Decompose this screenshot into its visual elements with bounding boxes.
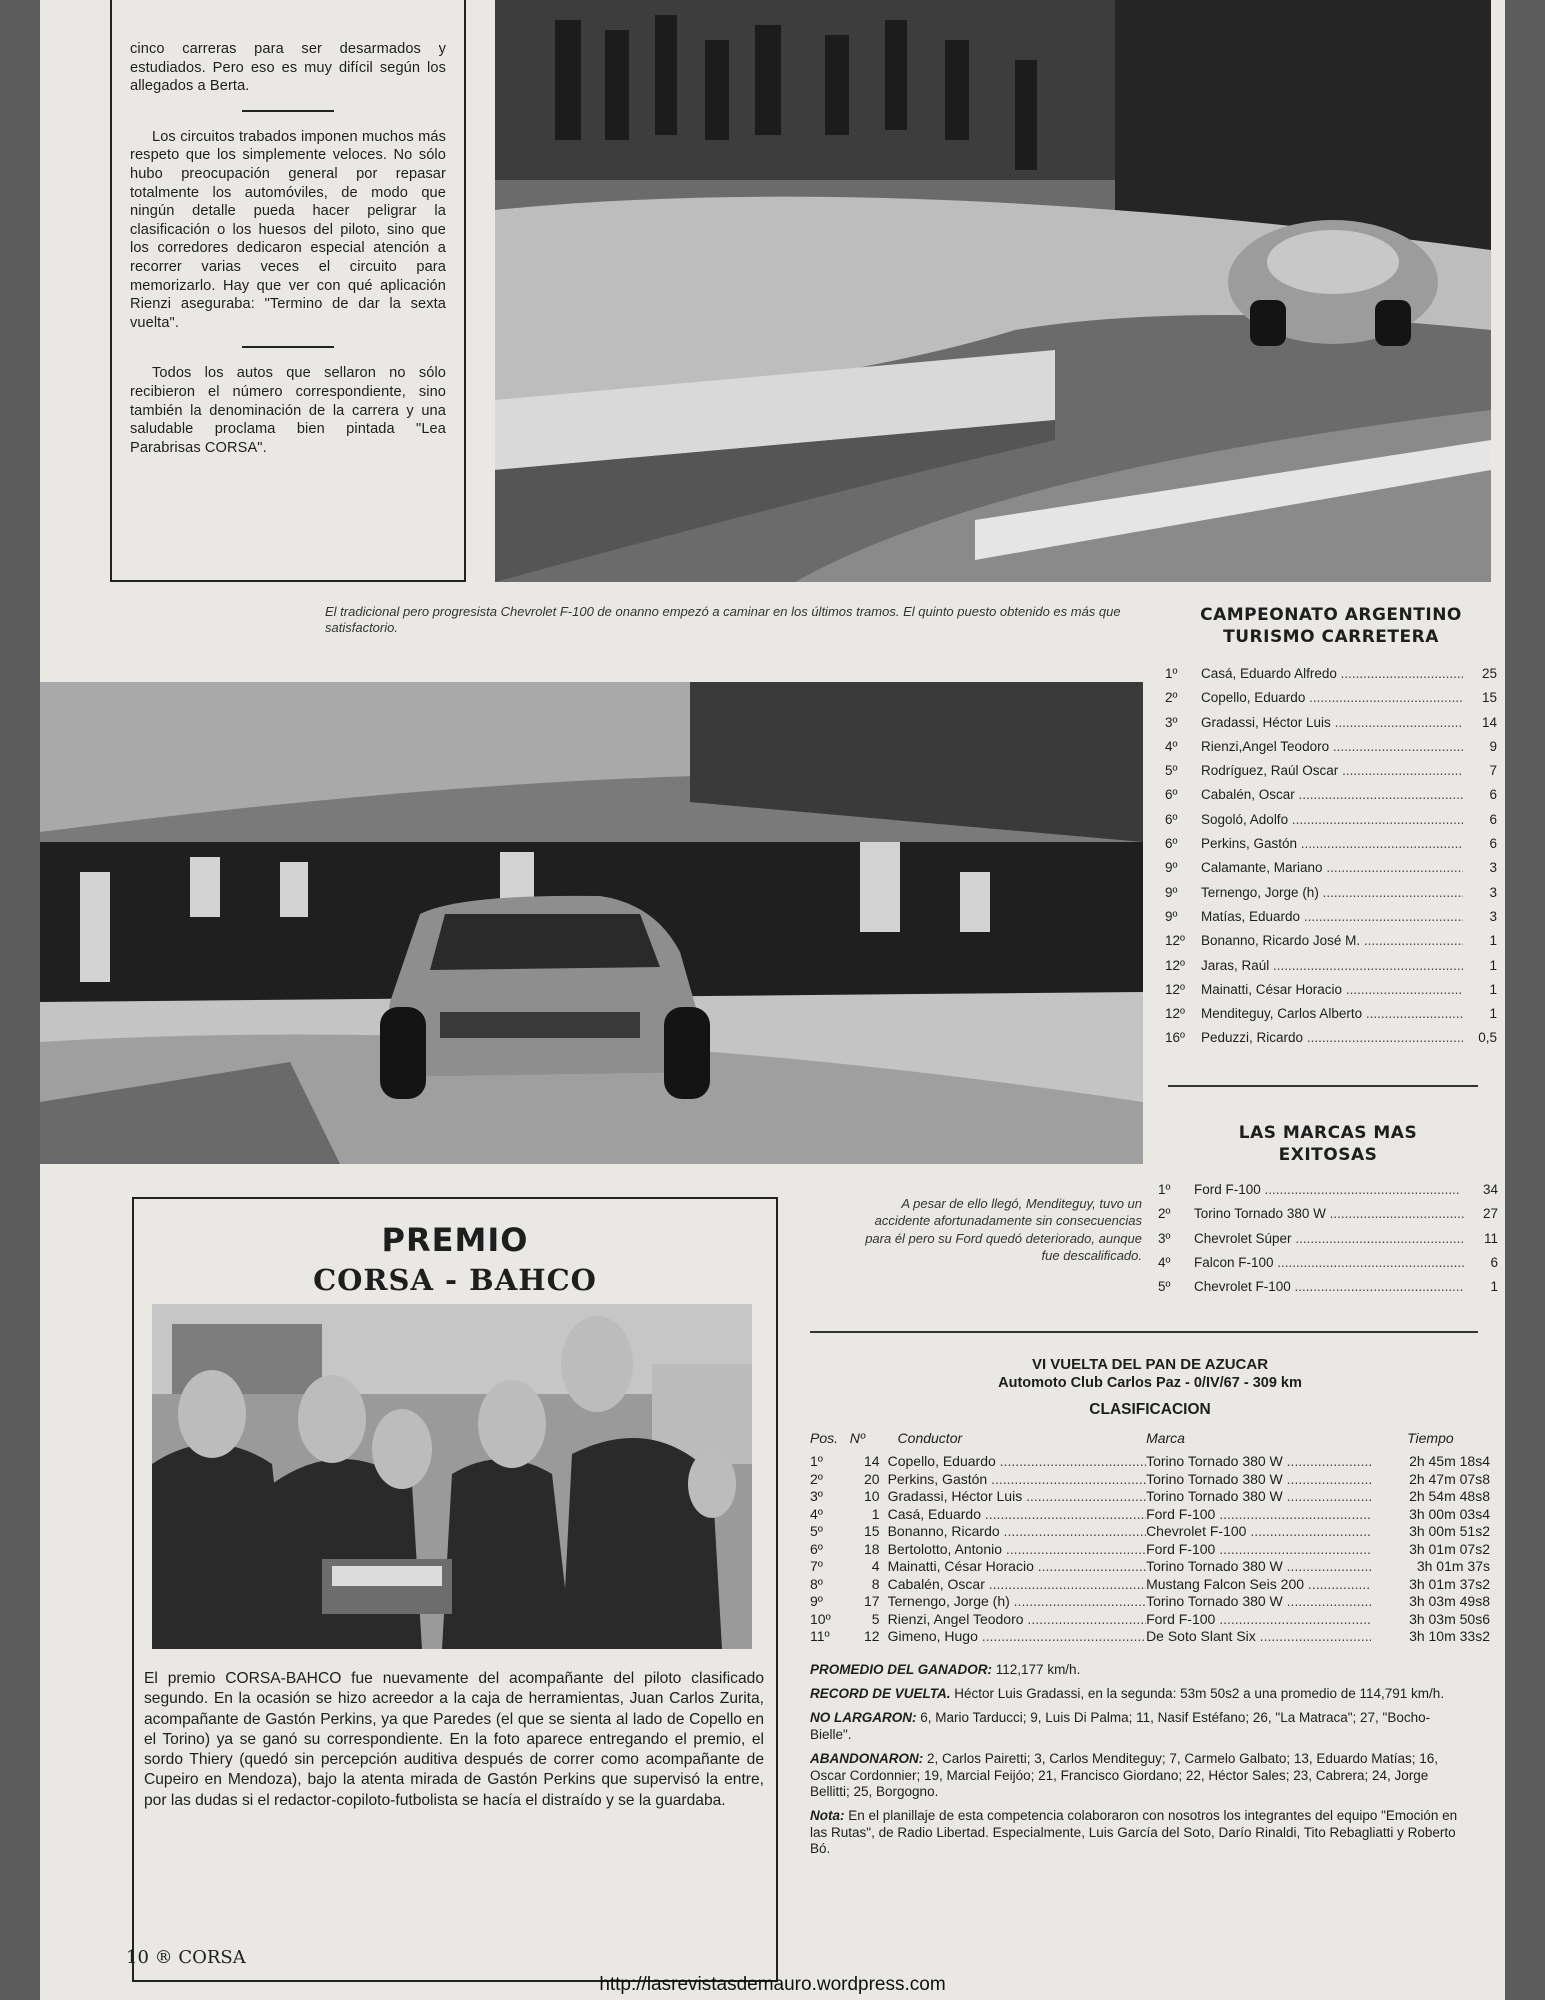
intro-text-box: [110, 0, 466, 582]
race-cell-num: 14: [864, 1453, 880, 1469]
campeonato-row: [1165, 929, 1497, 953]
divider: [810, 1331, 1478, 1333]
campeonato-pos: 9º: [1165, 884, 1178, 900]
campeonato-row: [1165, 759, 1497, 783]
campeonato-name: Jaras, Raúl .....: [1201, 954, 1463, 978]
caption-top-photo: El tradicional pero progresista Chevrolet F-100 de onanno empezó a caminar en los últimos tramos. El quinto puesto obtenido es más que satisfactorio.: [325, 604, 1121, 635]
race-cell-driver: Gradassi, Héctor Luis .....: [888, 1488, 1146, 1506]
caption-mid-photo: A pesar de ello llegó, Menditeguy, tuvo un accidente afortunadamente sin consecuencias para él pero su Ford quedó deteriorado, aunque fue descalificado.: [865, 1196, 1142, 1263]
race-note: [810, 1751, 1460, 1800]
campeonato-pts: 3: [1489, 908, 1497, 924]
source-url: http://lasrevistasdemauro.wordpress.com: [599, 1974, 946, 1995]
header-time: Tiempo: [1407, 1430, 1454, 1446]
campeonato-title-line1: CAMPEONATO ARGENTINO: [1200, 605, 1462, 625]
marcas-name: Chevrolet F-100 .....: [1194, 1275, 1464, 1299]
intro-paragraph-1: cinco carreras para ser desarmados y estudiados. Pero eso es muy difícil según los allegados a Berta.: [130, 41, 446, 95]
photo-chevrolet-mountain-road: [495, 0, 1491, 582]
race-cell-num: 10: [864, 1488, 880, 1504]
race-cell-time: 3h 00m 03s4: [1409, 1505, 1491, 1522]
header-num: Nº: [849, 1430, 865, 1446]
race-cell-time: 3h 03m 49s8: [1409, 1593, 1491, 1609]
marcas-pts: 27: [1482, 1206, 1498, 1222]
race-cell-pos: 2º: [810, 1470, 823, 1487]
campeonato-row: [1165, 808, 1497, 832]
race-cell-pos: 5º: [810, 1523, 823, 1539]
page-number: 10 ® CORSA: [126, 1947, 246, 1968]
campeonato-pts: 3: [1489, 860, 1497, 876]
race-cell-time: 2h 54m 48s8: [1409, 1488, 1491, 1504]
marcas-rows: [1158, 1178, 1498, 1299]
campeonato-pts: 0,5: [1478, 1030, 1497, 1046]
premio-subtitle: CORSA - BAHCO: [313, 1263, 597, 1297]
race-cell-driver: Gimeno, Hugo .....: [888, 1628, 1146, 1646]
campeonato-row: [1165, 783, 1497, 807]
race-cell-time: 3h 10m 33s2: [1409, 1628, 1491, 1644]
campeonato-pos: 4º: [1165, 738, 1178, 754]
race-cell-num: 5: [871, 1610, 880, 1627]
premio-box: [132, 1197, 778, 1982]
race-cell-driver: Rienzi, Angel Teodoro .....: [888, 1611, 1146, 1629]
campeonato-pos: 3º: [1165, 714, 1178, 730]
race-note-text: 6, Mario Tarducci; 9, Luis Di Palma; 11, Nasif Estéfano; 26, "La Matraca"; 27, "Bocho-Bielle".: [810, 1710, 1431, 1742]
marcas-pos: 1º: [1158, 1182, 1171, 1197]
race-subtitle: Automoto Club Carlos Paz - 0/IV/67 - 309 km: [998, 1375, 1302, 1391]
divider: [1168, 1085, 1478, 1087]
race-cell-pos: 11º: [810, 1628, 830, 1644]
marcas-table: [1158, 1122, 1498, 1299]
divider: [242, 110, 334, 112]
campeonato-pts: 9: [1489, 738, 1497, 754]
campeonato-name: Mainatti, César Horacio .....: [1201, 978, 1463, 1002]
campeonato-row: [1165, 1026, 1497, 1050]
campeonato-name: Calamante, Mariano .....: [1201, 856, 1463, 880]
race-cell-pos: 8º: [810, 1575, 823, 1592]
campeonato-name: Copello, Eduardo .....: [1201, 686, 1463, 710]
marcas-pts: 1: [1490, 1279, 1498, 1295]
race-note-label: PROMEDIO DEL GANADOR:: [810, 1661, 993, 1677]
race-row: [810, 1488, 1490, 1506]
campeonato-pts: 3: [1489, 884, 1497, 900]
race-cell-driver: Perkins, Gastón .....: [888, 1471, 1146, 1489]
marcas-title-line1: LAS MARCAS MAS: [1238, 1123, 1418, 1143]
campeonato-rows: [1165, 662, 1497, 1051]
race-cell-time: 2h 45m 18s4: [1409, 1453, 1491, 1469]
race-cell-num: 20: [864, 1470, 880, 1487]
campeonato-name: Rienzi,Angel Teodoro .....: [1201, 735, 1463, 759]
campeonato-row: [1165, 686, 1497, 710]
marcas-name: Ford F-100 .....: [1194, 1178, 1464, 1202]
campeonato-name: Cabalén, Oscar .....: [1201, 783, 1463, 807]
race-title: VI VUELTA DEL PAN DE AZUCAR: [1031, 1356, 1269, 1373]
campeonato-pos: 5º: [1165, 763, 1178, 779]
race-cell-make: Ford F-100 .....: [1146, 1541, 1371, 1559]
race-cell-pos: 10º: [810, 1610, 831, 1627]
premio-text: El premio CORSA-BAHCO fue nuevamente del acompañante del piloto clasificado segundo. En la ocasión se hizo acreedor a la caja de herramientas, Juan Carlos Zurita, acompañante de Gastón Perkins, ya que Paredes (el que se sienta al lado de Copello en el Torino) ya se ganó su correspondiente. En la foto aparece entregando el premio, el sordo Thiery (quedó sin percepción auditiva después de correr como acompañante de Cupeiro en Mendoza), bajo la atenta mirada de Gastón Perkins que supervisó la entre, por las dudas si el redactor-copiloto-futbolista se hacía el distraído y se la guardaba.: [144, 1670, 764, 1809]
marcas-row: [1158, 1251, 1498, 1275]
campeonato-pts: 7: [1489, 763, 1497, 779]
marcas-row: [1158, 1202, 1498, 1226]
race-cell-make: Mustang Falcon Seis 200 .....: [1146, 1576, 1371, 1594]
race-cell-driver: Cabalén, Oscar .....: [888, 1576, 1146, 1594]
magazine-page: [40, 0, 1505, 2000]
campeonato-name: Gradassi, Héctor Luis .....: [1201, 711, 1463, 735]
race-note-text: Héctor Luis Gradassi, en la segunda: 53m 50s2 a una promedio de 114,791 km/h.: [950, 1685, 1445, 1701]
race-cell-make: Torino Tornado 380 W .....: [1146, 1453, 1371, 1471]
campeonato-name: Casá, Eduardo Alfredo .....: [1201, 662, 1463, 686]
race-cell-pos: 9º: [810, 1593, 823, 1609]
divider: [242, 346, 334, 348]
marcas-name: Torino Tornado 380 W .....: [1194, 1202, 1464, 1226]
race-cell-num: 8: [871, 1575, 880, 1592]
race-note-label: Nota:: [810, 1808, 845, 1824]
header-driver: Conductor: [897, 1430, 963, 1446]
campeonato-name: Matías, Eduardo .....: [1201, 905, 1463, 929]
race-cell-pos: 4º: [810, 1505, 823, 1522]
campeonato-pts: 1: [1489, 1006, 1497, 1022]
race-cell-driver: Ternengo, Jorge (h) .....: [888, 1593, 1146, 1611]
race-cell-num: 4: [871, 1558, 880, 1574]
photo-crashed-ford: [40, 682, 1143, 1164]
campeonato-name: Bonanno, Ricardo José M. .....: [1201, 929, 1463, 953]
campeonato-row: [1165, 881, 1497, 905]
race-note-text: En el planillaje de esta competencia colaboraron con nosotros los integrantes del equipo "Emoción en las Rutas", de Radio Libertad. Especialmente, Luis García del Soto, Darío Rinaldi, Tito Rebagliatti y Roberto Bó.: [810, 1808, 1458, 1857]
race-cell-time: 3h 03m 50s6: [1409, 1610, 1491, 1627]
campeonato-row: [1165, 954, 1497, 978]
race-note: [810, 1686, 1460, 1702]
campeonato-row: [1165, 856, 1497, 880]
campeonato-pos: 12º: [1165, 1006, 1185, 1022]
race-row: [810, 1628, 1490, 1646]
marcas-row: [1158, 1275, 1498, 1299]
race-row: [810, 1453, 1490, 1471]
campeonato-title-line2: TURISMO CARRETERA: [1223, 627, 1439, 647]
marcas-name: Chevrolet Súper .....: [1194, 1227, 1464, 1251]
campeonato-row: [1165, 735, 1497, 759]
race-cell-pos: 1º: [810, 1453, 823, 1469]
race-note-text: 2, Carlos Pairetti; 3, Carlos Menditeguy; 7, Carmelo Galbato; 13, Eduardo Matías; 16, Oscar Cordonnier; 19, Marcial Feijóo; 21, Francisco Giordano; 22, Héctor Sales; 23, Cabrera; 24, Jorge Bellitti; 25, Borgogno.: [810, 1751, 1439, 1799]
race-cell-make: Ford F-100 .....: [1146, 1611, 1371, 1629]
race-cell-make: Torino Tornado 380 W .....: [1146, 1471, 1371, 1489]
marcas-row: [1158, 1227, 1498, 1251]
race-note-label: NO LARGARON:: [810, 1710, 917, 1726]
campeonato-row: [1165, 1002, 1497, 1026]
campeonato-name: Perkins, Gastón .....: [1201, 832, 1463, 856]
campeonato-pos: 12º: [1165, 981, 1185, 997]
race-row: [810, 1576, 1490, 1594]
race-row: [810, 1558, 1490, 1576]
race-cell-num: 15: [864, 1523, 880, 1539]
marcas-pos: 2º: [1158, 1206, 1171, 1222]
race-note-label: ABANDONARON:: [810, 1751, 924, 1767]
race-cell-make: Chevrolet F-100 .....: [1146, 1523, 1371, 1541]
race-cell-make: Torino Tornado 380 W .....: [1146, 1593, 1371, 1611]
race-cell-time: 3h 00m 51s2: [1409, 1523, 1491, 1539]
race-note-label: RECORD DE VUELTA.: [810, 1685, 951, 1701]
campeonato-row: [1165, 662, 1497, 686]
race-cell-make: Torino Tornado 380 W .....: [1146, 1488, 1371, 1506]
race-cell-pos: 3º: [810, 1488, 823, 1504]
race-rows: [810, 1453, 1490, 1646]
header-make: Marca: [1146, 1430, 1185, 1446]
marcas-name: Falcon F-100 .....: [1194, 1251, 1464, 1275]
campeonato-name: Menditeguy, Carlos Alberto .....: [1201, 1002, 1463, 1026]
race-cell-driver: Mainatti, César Horacio .....: [888, 1558, 1146, 1576]
race-cell-num: 18: [864, 1540, 880, 1557]
marcas-pts: 11: [1483, 1230, 1498, 1246]
campeonato-pos: 12º: [1165, 933, 1185, 949]
race-note: [810, 1808, 1460, 1857]
race-cell-driver: Bertolotto, Antonio .....: [888, 1541, 1146, 1559]
race-notes: [810, 1662, 1460, 1858]
marcas-pos: 5º: [1158, 1279, 1171, 1295]
campeonato-pos: 6º: [1165, 787, 1178, 803]
campeonato-row: [1165, 711, 1497, 735]
campeonato-pos: 6º: [1165, 836, 1178, 852]
race-cell-time: 3h 01m 07s2: [1409, 1540, 1491, 1557]
campeonato-pos: 9º: [1165, 860, 1178, 876]
marcas-pts: 6: [1490, 1254, 1498, 1270]
race-row: [810, 1506, 1490, 1524]
race-cell-num: 17: [864, 1593, 880, 1609]
photo-prize-handover: [152, 1304, 752, 1649]
race-cell-driver: Copello, Eduardo .....: [888, 1453, 1146, 1471]
race-cell-make: Ford F-100 .....: [1146, 1506, 1371, 1524]
race-row: [810, 1611, 1490, 1629]
campeonato-name: Rodríguez, Raúl Oscar .....: [1201, 759, 1463, 783]
race-cell-time: 3h 01m 37s: [1416, 1558, 1491, 1574]
campeonato-pts: 1: [1489, 933, 1497, 949]
campeonato-pts: 15: [1481, 690, 1497, 706]
marcas-row: [1158, 1178, 1498, 1202]
campeonato-pts: 6: [1489, 811, 1497, 827]
campeonato-pts: 1: [1489, 957, 1497, 973]
campeonato-pts: 6: [1489, 787, 1497, 803]
campeonato-pos: 9º: [1165, 908, 1178, 924]
campeonato-pos: 16º: [1165, 1030, 1185, 1046]
campeonato-table: [1165, 604, 1497, 1051]
race-cell-make: Torino Tornado 380 W .....: [1146, 1558, 1371, 1576]
campeonato-row: [1165, 905, 1497, 929]
campeonato-row: [1165, 832, 1497, 856]
campeonato-name: Sogoló, Adolfo .....: [1201, 808, 1463, 832]
race-cell-time: 3h 01m 37s2: [1409, 1575, 1491, 1592]
race-cell-make: De Soto Slant Six .....: [1146, 1628, 1371, 1646]
marcas-pts: 34: [1482, 1182, 1498, 1197]
race-table-header: [810, 1427, 1490, 1449]
intro-paragraph-2: Los circuitos trabados imponen muchos más respeto que los simplemente veloces. No sólo hubo preocupación general por repasar totalmente los automóviles, de modo que ningún detalle pueda hacer peligrar la clasificación o los huesos del piloto, sino que los corredores dedicaron especial atención a recorrer varias veces el circuito para memorizarlo. Hay que ver con qué aplicación Rienzi aseguraba: "Termino de dar la sexta vuelta".: [130, 128, 446, 331]
campeonato-pts: 1: [1489, 981, 1497, 997]
campeonato-row: [1165, 978, 1497, 1002]
campeonato-pos: 12º: [1165, 957, 1185, 973]
race-row: [810, 1471, 1490, 1489]
race-note-text: 112,177 km/h.: [992, 1661, 1081, 1677]
race-cell-driver: Casá, Eduardo .....: [888, 1506, 1146, 1524]
campeonato-pts: 6: [1489, 836, 1497, 852]
race-note: [810, 1710, 1460, 1743]
campeonato-pos: 2º: [1165, 690, 1178, 706]
campeonato-name: Peduzzi, Ricardo .....: [1201, 1026, 1463, 1050]
race-cell-pos: 6º: [810, 1540, 823, 1557]
race-cell-num: 12: [864, 1628, 880, 1644]
marcas-pos: 4º: [1158, 1254, 1171, 1270]
race-note: [810, 1662, 1460, 1678]
race-row: [810, 1593, 1490, 1611]
premio-title: PREMIO: [381, 1221, 529, 1259]
campeonato-pos: 1º: [1165, 666, 1178, 681]
campeonato-pos: 6º: [1165, 811, 1178, 827]
intro-paragraph-3: Todos los autos que sellaron no sólo recibieron el número correspondiente, sino también la denominación de la carrera y una saludable proclama bien pintada "Lea Parabrisas CORSA".: [130, 365, 446, 456]
race-cell-pos: 7º: [810, 1558, 823, 1574]
race-cell-driver: Bonanno, Ricardo .....: [888, 1523, 1146, 1541]
marcas-title-line2: EXITOSAS: [1278, 1145, 1378, 1165]
race-cell-num: 1: [871, 1505, 880, 1522]
race-row: [810, 1541, 1490, 1559]
race-row: [810, 1523, 1490, 1541]
race-cell-time: 2h 47m 07s8: [1409, 1470, 1491, 1487]
campeonato-pts: 25: [1481, 666, 1497, 681]
campeonato-name: Ternengo, Jorge (h) .....: [1201, 881, 1463, 905]
race-section-title: CLASIFICACION: [1089, 1401, 1211, 1418]
header-pos: Pos.: [810, 1430, 839, 1446]
race-results: [810, 1355, 1490, 1866]
campeonato-pts: 14: [1481, 714, 1497, 730]
marcas-pos: 3º: [1158, 1230, 1171, 1246]
